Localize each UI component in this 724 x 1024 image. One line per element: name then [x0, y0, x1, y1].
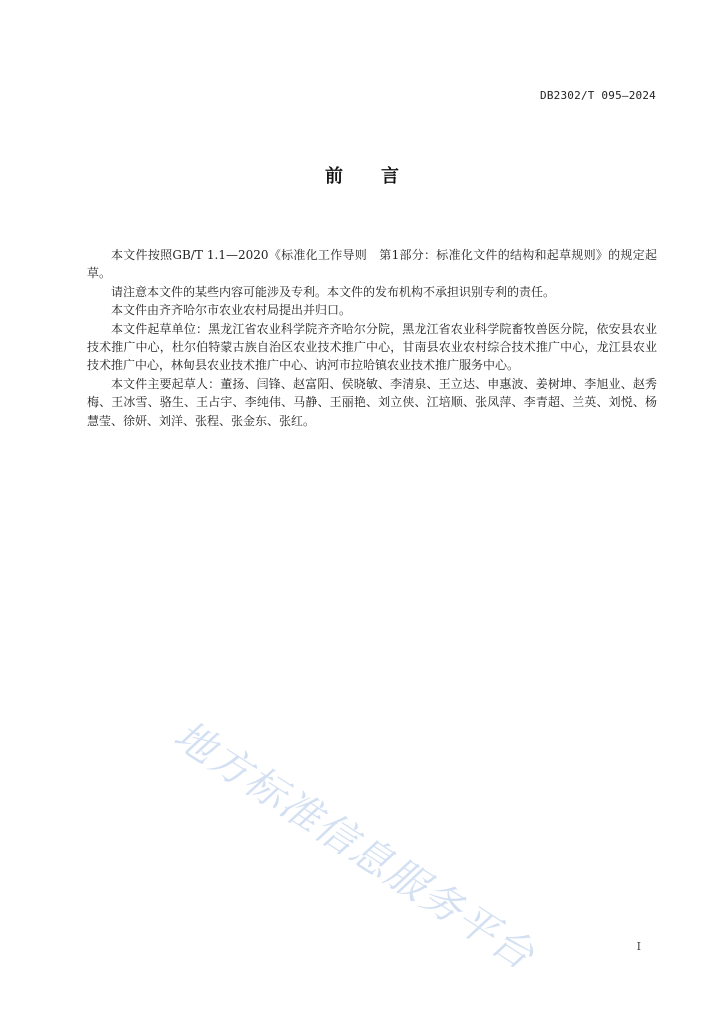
paragraph-drafters: 本文件主要起草人：董扬、闫锋、赵富阳、侯晓敏、李清泉、王立达、申惠波、姜树坤、李旭业、赵秀梅、王冰雪、骆生、王占宇、李纯伟、马静、王丽艳、刘立侠、江培顺、张凤萍、李青超、兰英、刘悦、杨慧莹、徐妍、刘洋、张程、张金东、张红。 [87, 376, 657, 428]
document-code: DB2302/T 095—2024 [540, 89, 656, 102]
page-title: 前言 [325, 166, 437, 187]
foreword-body [87, 246, 657, 430]
paragraph-drafting-rules: 本文件按照GB/T 1.1—2020《标准化工作导则 第1部分：标准化文件的结构和起草规则》的规定起草。 [87, 248, 657, 281]
paragraph-patent-notice: 请注意本文件的某些内容可能涉及专利。本文件的发布机构不承担识别专利的责任。 [111, 284, 556, 299]
paragraph-proposer: 本文件由齐齐哈尔市农业农村局提出并归口。 [111, 303, 352, 318]
watermark: 地方标准信息服务平台 [165, 712, 543, 980]
paragraph-drafting-units: 本文件起草单位：黑龙江省农业科学院齐齐哈尔分院，黑龙江省农业科学院畜牧兽医分院，依安县农业技术推广中心，杜尔伯特蒙古族自治区农业技术推广中心，甘南县农业农村综合技术推广中心，龙江县农业技术推广中心，林甸县农业技术推广中心、讷河市拉哈镇农业技术推广服务中心。 [87, 321, 657, 373]
page-number: I [636, 940, 641, 953]
